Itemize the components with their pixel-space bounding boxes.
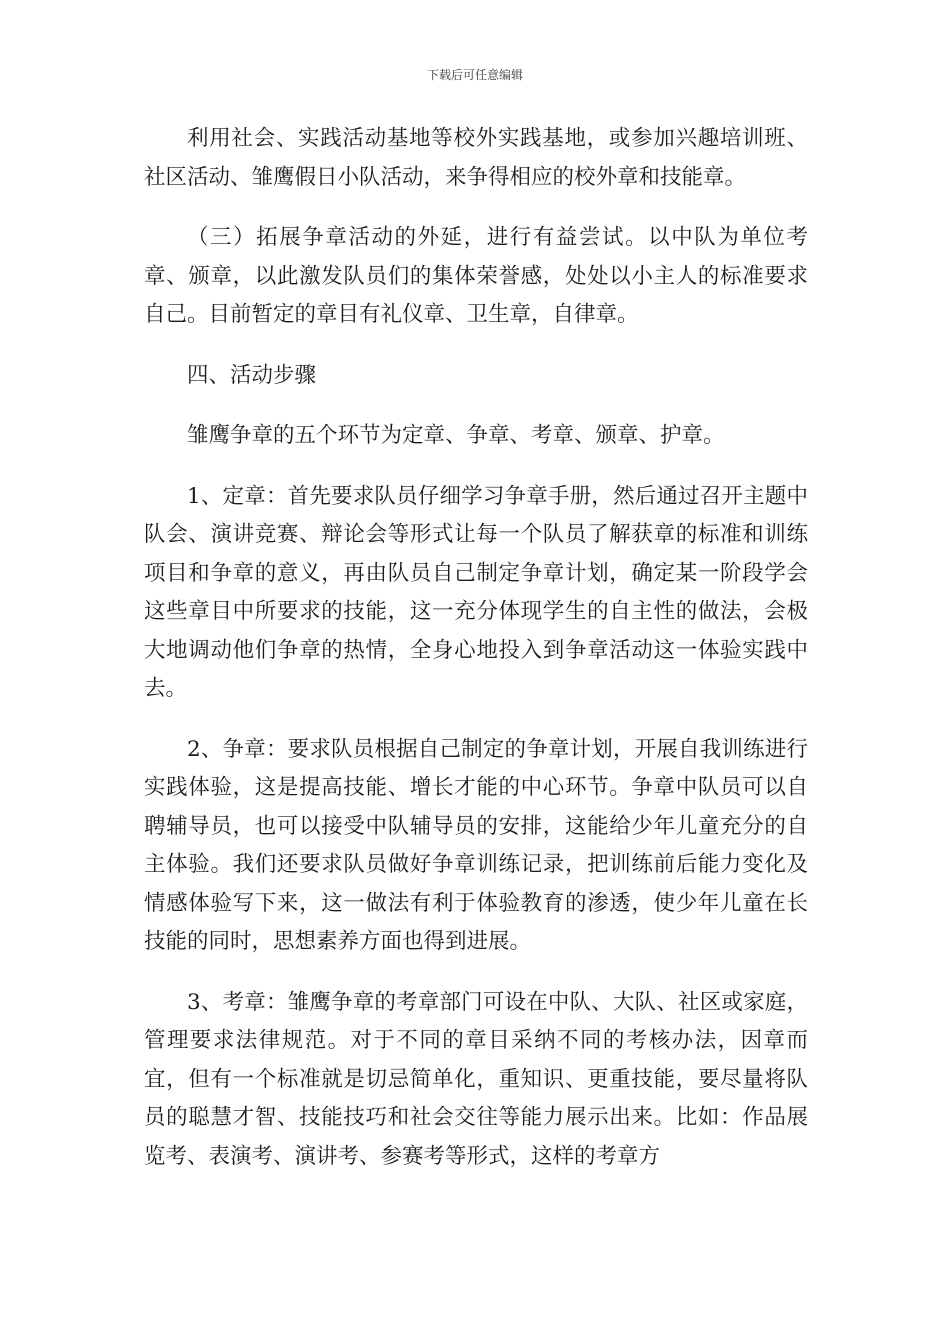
paragraph-step-assess-badge: 3、考章：雏鹰争章的考章部门可设在中队、大队、社区或家庭，管理要求法律规范。对于不同的章目采纳不同的考核办法，因章而宜，但有一个标准就是切忌简单化，重知识、更重技能，要尽量将队员的聪慧才智、技能技巧和社会交往等能力展示出来。比如：作品展览考、表演考、演讲考、参赛考等形式，这样的考章方 (144, 989, 808, 1169)
paragraph-step-define-badge: 1、定章：首先要求队员仔细学习争章手册，然后通过召开主题中队会、演讲竞赛、辩论会等形式让每一个队员了解获章的标准和训练项目和争章的意义，再由队员自己制定争章计划，确定某一阶段学会这些章目中所要求的技能，这一充分体现学生的自主性的做法，会极大地调动他们争章的热情，全身心地投入到争章活动这一体验实践中去。 (144, 483, 808, 701)
paragraph-outdoor-badges: 利用社会、实践活动基地等校外实践基地，或参加兴趣培训班、社区活动、雏鹰假日小队活动，来争得相应的校外章和技能章。 (144, 126, 808, 190)
paragraph-step-earn-badge: 2、争章：要求队员根据自己制定的争章计划，开展自我训练进行实践体验，这是提高技能、增长才能的中心环节。争章中队员可以自聘辅导员，也可以接受中队辅导员的安排，这能给少年儿童充分的自主体验。我们还要求队员做好争章训练记录，把训练前后能力变化及情感体验写下来，这一做法有利于体验教育的渗透，使少年儿童在长技能的同时，思想素养方面也得到进展。 (144, 736, 808, 954)
paragraph-five-stages: 雏鹰争章的五个环节为定章、争章、考章、颁章、护章。 (187, 423, 725, 448)
paragraph-extension-attempts: （三）拓展争章活动的外延，进行有益尝试。以中队为单位考章、颁章，以此激发队员们的集体荣誉感，处处以小主人的标准要求自己。目前暂定的章目有礼仪章、卫生章，自律章。 (144, 225, 808, 327)
document-body (144, 120, 808, 1198)
page-header-note: 下载后可任意编辑 (426, 68, 523, 82)
section-heading-activity-steps: 四、活动步骤 (187, 362, 317, 388)
